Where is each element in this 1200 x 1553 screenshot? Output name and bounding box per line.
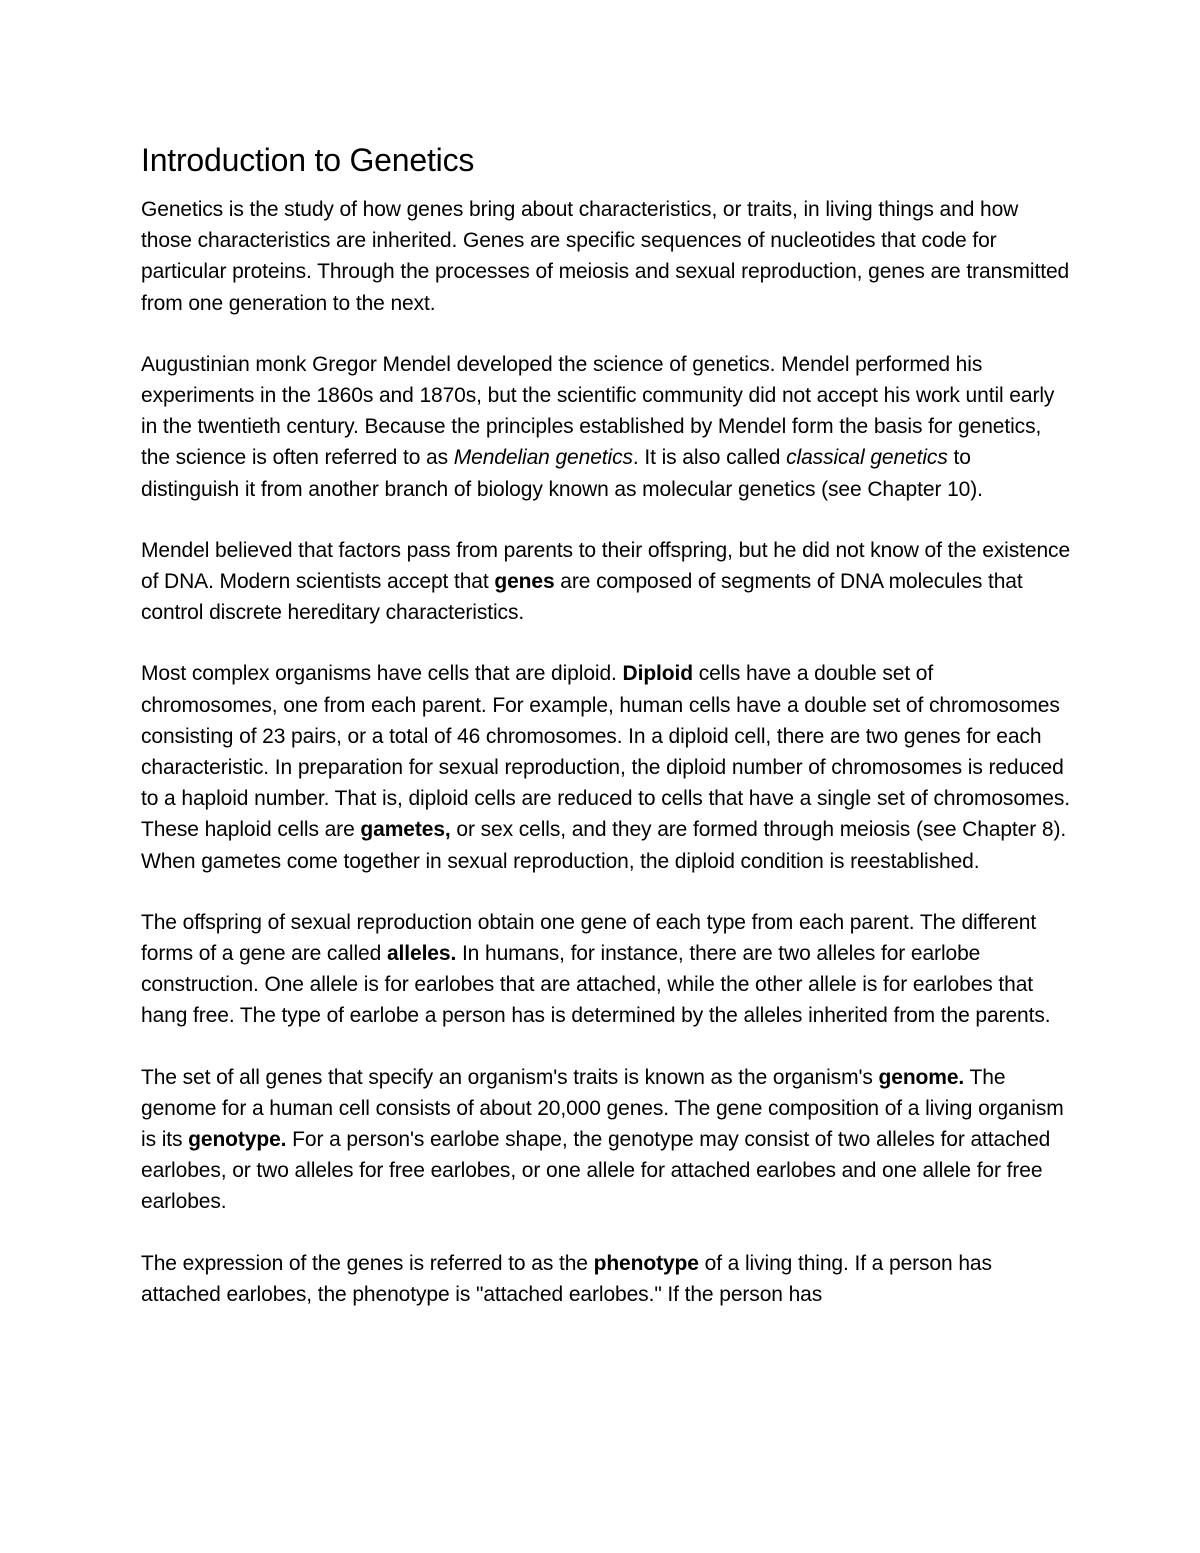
bold-term: genotype. — [188, 1128, 287, 1152]
document-page — [141, 138, 1071, 1340]
italic-term: classical genetics — [786, 446, 948, 470]
paragraph — [141, 535, 1071, 629]
paragraph — [141, 658, 1071, 876]
paragraph — [141, 194, 1071, 319]
bold-term: alleles. — [386, 942, 457, 966]
text-run: cells have a double set of chromosomes, one from each parent. For example, human cells have a double set of chromosomes consisting of 23 pairs, or a total of 46 chromosomes. In a diploid cell, there are two genes for each characteristic. In preparation for sexual reproduction, the diploid number of chromosomes is reduced to a haploid number. That is, diploid cells are reduced to cells that have a single set of chromosomes. These haploid cells are — [141, 662, 1070, 842]
bold-term: Diploid — [622, 662, 693, 686]
italic-term: Mendelian genetics — [453, 446, 633, 470]
text-run: The expression of the genes is referred to as the — [141, 1251, 594, 1275]
text-run: . It is also called — [632, 446, 787, 470]
paragraph — [141, 907, 1071, 1032]
bold-term: phenotype — [593, 1251, 699, 1275]
text-run: The offspring of sexual reproduction obtain one gene of each type from each parent. The different forms of a gene are called — [141, 910, 1037, 966]
bold-term: genome. — [878, 1065, 965, 1089]
text-run: Mendel believed that factors pass from parents to their offspring, but he did not know of the existence of DNA. Modern scientists accept that — [141, 538, 1071, 594]
text-run: The set of all genes that specify an organism's traits is known as the organism's — [141, 1065, 879, 1089]
text-run: are composed of segments of DNA molecules that control discrete hereditary characteristics. — [141, 570, 1023, 625]
page-title: Introduction to Genetics — [141, 142, 475, 178]
text-run: Augustinian monk Gregor Mendel developed the science of genetics. Mendel performed his experiments in the 1860s and 1870s, but the scientific community did not accept his work until early in the twentieth century. Because the principles established by Mendel form the basis for genetics, the science is often referred to as — [141, 352, 1055, 470]
paragraph — [141, 349, 1071, 505]
text-run: of a living thing. If a person has attached earlobes, the phenotype is "attached earlobes." If the person has — [141, 1251, 992, 1306]
bold-term: gametes, — [360, 818, 451, 842]
text-run: to distinguish it from another branch of biology known as molecular genetics (see Chapter 10). — [141, 446, 983, 501]
text-run: Genetics is the study of how genes bring about characteristics, or traits, in living things and how those characteristics are inherited. Genes are specific sequences of nucleotides that code for particular proteins. Through the processes of meiosis and sexual reproduction, genes are transmitted from one generation to the next. — [141, 198, 1070, 315]
document-body — [141, 194, 1071, 1310]
text-run: Most complex organisms have cells that are diploid. — [141, 662, 623, 686]
text-run: or sex cells, and they are formed through meiosis (see Chapter 8). When gametes come together in sexual reproduction, the diploid condition is reestablished. — [141, 818, 1067, 873]
text-run: For a person's earlobe shape, the genotype may consist of two alleles for attached earlobes, or two alleles for free earlobes, or one allele for attached earlobes and one allele for free earlobes. — [141, 1128, 1051, 1214]
paragraph — [141, 1248, 1071, 1310]
paragraph — [141, 1062, 1071, 1218]
text-run: The genome for a human cell consists of about 20,000 genes. The gene composition of a living organism is its — [141, 1065, 1064, 1152]
text-run: In humans, for instance, there are two alleles for earlobe construction. One allele is for earlobes that are attached, while the other allele is for earlobes that hang free. The type of earlobe a person has is determined by the alleles inherited from the parents. — [141, 942, 1051, 1028]
bold-term: genes — [494, 570, 555, 594]
